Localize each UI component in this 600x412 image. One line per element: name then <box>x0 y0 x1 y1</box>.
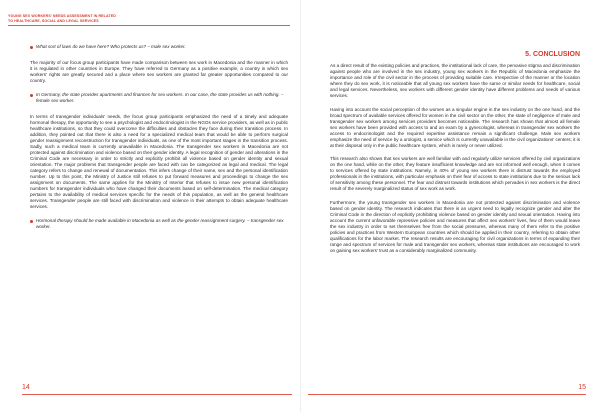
running-header <box>8 14 188 23</box>
bullet-icon <box>30 220 33 223</box>
quote-text: In Germany, the state provides apartments and finances for sex workers. In our case, the state provides us with nothing. – female sex worker. <box>36 92 284 103</box>
body-paragraph: The majority of our focus group participants have made comparison between sex work in Macedonia and the manner in which it is regulated in other countries in Europe. They have referred to Germany as a positive example, a country in which sex workers' rights are greatly secured and a place where sex workers are granted far greater opportunities compared to our country. <box>30 60 288 83</box>
page-number: 15 <box>578 384 586 391</box>
bullet-icon <box>30 46 33 49</box>
running-header-line-1: YOUNG SEX WORKERS' NEEDS ASSESSMENT IN RELATED <box>8 14 116 18</box>
footer-rule <box>308 394 586 395</box>
bullet-icon <box>30 94 33 97</box>
quote-block <box>30 92 288 104</box>
left-page-body <box>30 44 288 240</box>
body-paragraph: In terms of transgender individuals' needs, the focus group participants emphasized the need of a timely and adequate hormonal therapy, the opportunity to see a psychologist and endocrinologist in the NGOs service providers, as well as in public healthcare institutions, so that they could overcome the difficulties and obstacles they face during their transition process. In addition, they pointed out that there is also a need for a specialized medical team that would be able to perform surgical gender reassignment reconstruction for transgender individuals, as one of the most important stages in the transition process. Sadly, such a medical team is currently unavailable in Macedonia. The transgender sex workers in Macedonia are not protected against discrimination and violence based on their gender identity. A legal recognition of gender and alterations in the Criminal Code are necessary in order to strictly and explicitly prohibit all violence based on gender identity and sexual orientation. The major problems that transgender people are faced with can be categorized as legal and medical. The legal category refers to change and renewal of documentation. This infers change of their name, sex and the personal identification number. Up to this point, the Ministry of Justice still refuses to put forward measures and proceedings to change the sex assignment on documents. The same applies for the Ministry of Interior that refuses to issue new personal identification numbers for transgender individuals who have changed their documents based on self-determination. The medical category pertains to the availability of medical services specific for the needs of this population, as well as the general healthcare services. Transgender people are still faced with discrimination and violence in their attempts to obtain adequate healthcare services. <box>30 114 288 209</box>
quote-text: What sort of laws do we have here? Who protects us? – male sex worker. <box>36 44 186 49</box>
body-paragraph: This research also shows that sex workers are well familiar with and regularly utilize services offered by civil organizations on the one hand, while on the other, they feature insufficient knowledge and are not informed well enough, when it comes to services offered by state institutions. Namely, in 40% of young sex workers there is distrust towards the employed professionals in the institutions, with particular emphasis on their fear of access to state institutions due to the serious lack of sensitivity among these personnel. The fear and distrust towards institutions which pervades in sex workers is the direct result of the severely marginalized status of sex work as work. <box>330 156 580 191</box>
body-paragraph: Having into account the social perception of the women as a singular engine in the sex industry on the one hand, and the broad spectrum of available services offered for women in the civil sector on the other, the state of negligence of male and transgender sex workers among services providers becomes noticeable. The research has shown that almost all female sex workers have been provided with access to and an exam by a gynecologist, whereas in transgender sex workers the access to endocrinologist and the required expertise assistance remain a significant challenge. Male sex workers emphasize the need of service by a urologist, a service which is currently unavailable in the civil organizations' centers; it is at their disposal only in the public healthcare system, which is rarely or never utilized. <box>330 106 580 148</box>
right-page <box>300 0 600 412</box>
body-paragraph: As a direct result of the existing policies and practices, the institutional lack of care, the pervasive stigma and discrimination against people who are involved in the sex industry, young sex workers in the Republic of Macedonia emphasize the importance and role of the civil sector in the process of providing suitable care. Irrespective of the manner or the location where they do sex work, it is noticeable that all young sex workers have the same or similar needs for healthcare, social and legal services. Nevertheless, sex workers with different gender identity have different problems and needs of various services. <box>330 63 580 98</box>
quote-text: Hormonal therapy should be made available in Macedonia as well as the gender reassignment surgery. – transgender sex worker. <box>36 218 284 229</box>
footer-rule <box>22 394 292 395</box>
body-paragraph: Furthermore, the young transgender sex workers in Macedonia are not protected against discrimination and violence based on gender identity. The research indicates that there is an urgent need to legally recognize gender and alter the Criminal Code in the direction of explicitly prohibiting violence based on gender identity and sexual orientation. Having into account the current unfavorable repressive policies and measures that affect sex workers' lives, few of them would leave the sex industry in order to set themselves free from the social pressures, whereas many of them refer to the positive policies and practices from Western European countries which should be applied in their country, referring to obtain other qualifications for the labor market. The research results are encouraging for civil organizations in terms of expanding their range and spectrum of services for male and transgender sex workers, whereas state institutions are encouraged to work on gaining sex workers' trust as a considerably marginalized community. <box>330 199 580 253</box>
running-header-line-2: TO HEALTHCARE, SOCIAL AND LEGAL SERVICES <box>8 18 99 23</box>
quote-block <box>30 218 288 230</box>
right-page-body <box>330 50 580 261</box>
page-number: 14 <box>22 384 30 391</box>
quote-block <box>30 44 288 50</box>
header-rule <box>8 25 290 26</box>
section-title: 5. CONCLUSION <box>525 51 580 58</box>
